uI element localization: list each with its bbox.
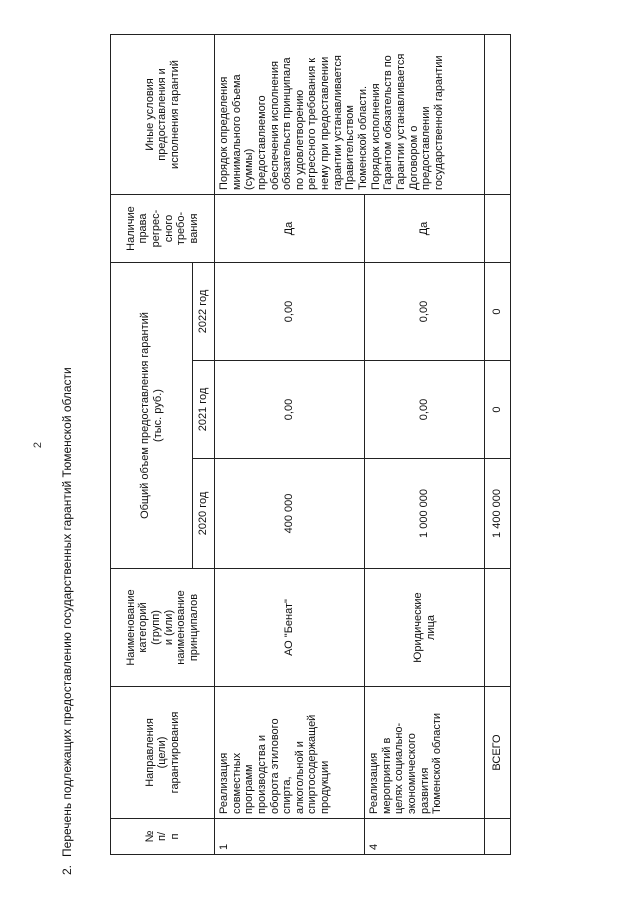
section-heading [60,55,74,875]
header-recourse: Наличие права регрес- сного требо- вания [111,195,215,263]
cell-2021: 0,00 [215,361,365,459]
cell-other-conditions [215,35,485,195]
cell-category: АО "Бенат" [215,569,365,687]
cell-empty [485,569,511,687]
cell-no: 1 [215,819,365,855]
total-label: ВСЕГО [485,687,511,819]
header-year-2021: 2021 год [193,361,215,459]
cell-2020: 1 000 000 [365,459,485,569]
total-2022: 0 [485,263,511,361]
total-2020: 1 400 000 [485,459,511,569]
section-title: Перечень подлежащих предоставлению государственных гарантий Тюменской области [60,367,74,857]
header-row [111,35,193,855]
cell-category: Юридические лица [365,569,485,687]
header-total-volume: Общий объем предоставления гарантий (тыс. руб.) [111,263,193,569]
conditions-part-2: Правительством Тюменской области. Порядок исполнения Гарантом обязательств по Гарантии устанавливается Договором о предоставлении государственной гарантии [344,53,445,190]
cell-2022: 0,00 [365,263,485,361]
header-no: № п/ п [111,819,215,855]
guarantees-table [110,34,511,855]
cell-recourse: Да [215,195,365,263]
table-row [215,35,365,855]
cell-empty [485,819,511,855]
total-2021: 0 [485,361,511,459]
cell-recourse: Да [365,195,485,263]
section-number: 2. [60,864,74,875]
header-other-conditions: Иные условия предоставления и исполнения гарантий [111,35,215,195]
cell-empty [485,195,511,263]
cell-direction: Реализация совместных программ производства и оборота этилового спирта, алкогольной и спиртосодержащей продукции [215,687,365,819]
cell-2020: 400 000 [215,459,365,569]
header-direction: Направления (цели) гарантирования [111,687,215,819]
header-categories: Наименование категорий (групп) и (или) наименование принципалов [111,569,215,687]
header-year-2020: 2020 год [193,459,215,569]
conditions-part-1: Порядок определения минимального объема (суммы) предоставляемого обеспечения исполнения обязательств принципала по удовлетворению регрессного требования к нему при предоставлении гарантии устанавливается [218,55,344,190]
header-year-2022: 2022 год [193,263,215,361]
cell-direction: Реализация мероприятий в целях социально- экономического развития Тюменской области [365,687,485,819]
cell-2022: 0,00 [215,263,365,361]
cell-no: 4 [365,819,485,855]
cell-empty [485,35,511,195]
total-row [485,35,511,855]
cell-2021: 0,00 [365,361,485,459]
page-number: 2 [32,441,44,449]
